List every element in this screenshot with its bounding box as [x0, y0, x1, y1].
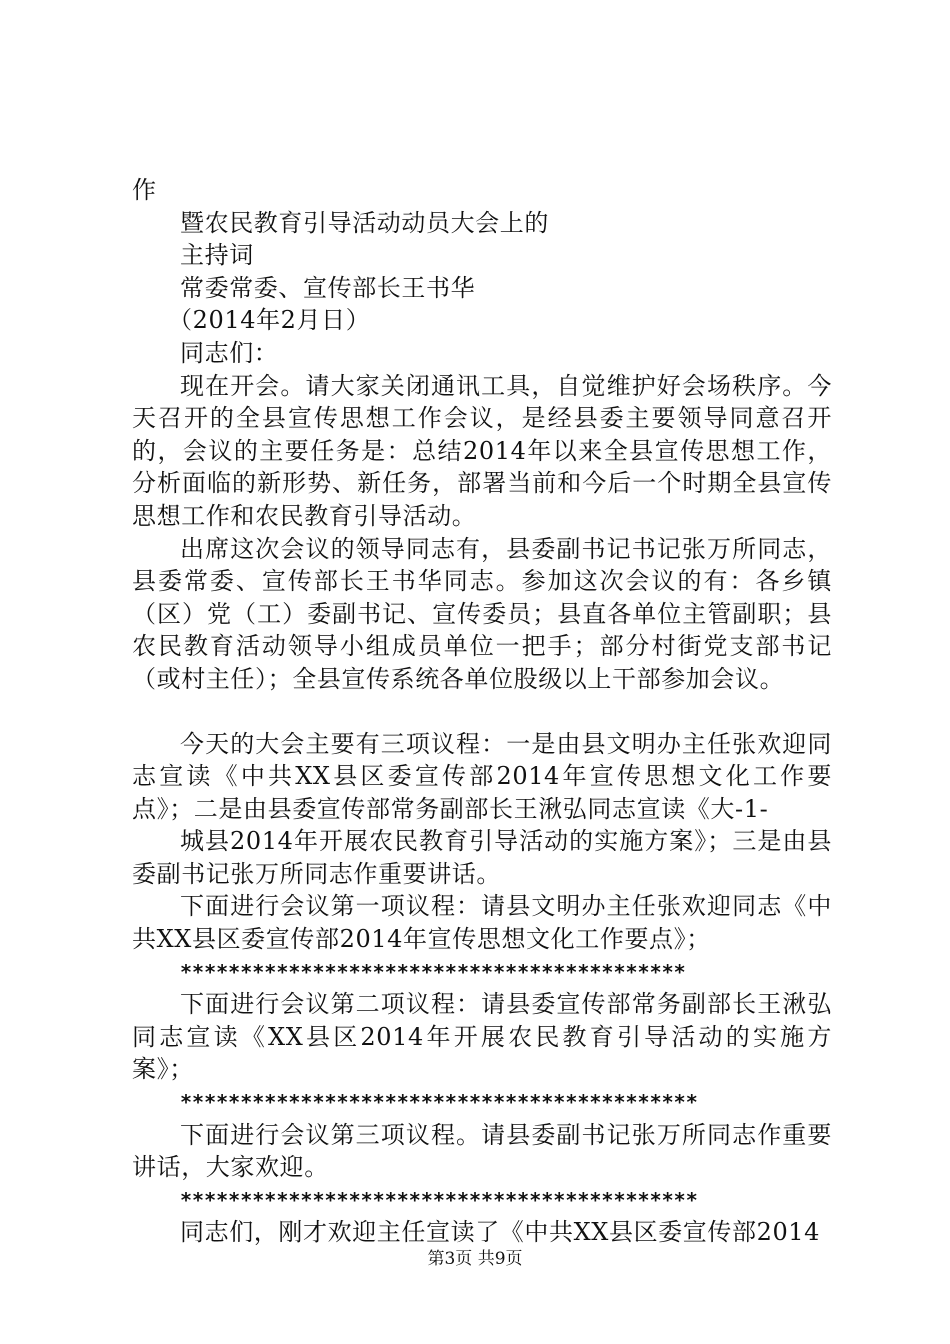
paragraph-agenda-continued: 城县2014年开展农民教育引导活动的实施方案》；三是由县委副书记张万所同志作重要讲话。: [132, 827, 832, 888]
date-line: （2014年2月日）: [168, 306, 371, 335]
paragraph-attendees: 出席这次会议的领导同志有，县委副书记书记张万所同志，县委常委、宣传部长王书华同志。参加这次会议的有：各乡镇（区）党（工）委副书记、宣传委员；县直各单位主管副职；县农民教育活动领导小组成员单位一把手；部分村街党支部书记（或村主任）；全县宣传系统各单位股级以上干部参加会议。: [132, 534, 832, 693]
paragraph-agenda: 今天的大会主要有三项议程：一是由县文明办主任张欢迎同志宣读《中共XX县区委宣传部2014年宣传思想文化工作要点》；二是由县委宣传部常务副部长王湫弘同志宣读《大-1-: [132, 729, 832, 823]
paragraph-item-two: 下面进行会议第二项议程：请县委宣传部常务副部长王湫弘同志宣读《XX县区2014年开展农民教育引导活动的实施方案》；: [132, 990, 832, 1084]
paragraph-closing: 同志们，刚才欢迎主任宣读了《中共XX县区委宣传部2014: [180, 1218, 821, 1247]
speaker-line: 常委常委、宣传部长王书华: [180, 273, 476, 302]
paragraph-item-three: 下面进行会议第三项议程。请县委副书记张万所同志作重要讲话，大家欢迎。: [132, 1120, 832, 1182]
separator-stars: *******************************************: [180, 1090, 698, 1115]
separator-stars: *******************************************: [180, 1187, 698, 1212]
paragraph-item-one: 下面进行会议第一项议程：请县文明办主任张欢迎同志《中共XX县区委宣传部2014年宣传思想文化工作要点》；: [132, 892, 832, 954]
title-subline: 主持词: [180, 241, 254, 270]
page-number-footer: 第3页 共9页: [427, 1249, 523, 1269]
separator-stars: ******************************************: [180, 959, 686, 984]
salutation: 同志们：: [180, 338, 279, 367]
blank-line: [132, 696, 832, 728]
title-fragment: 作: [132, 176, 157, 204]
paragraph-opening: 现在开会。请大家关闭通讯工具，自觉维护好会场秩序。今天召开的全县宣传思想工作会议，是经县委主要领导同意召开的，会议的主要任务是：总结2014年以来全县宣传思想工作，分析面临的新形势、新任务，部署当前和今后一个时期全县宣传思想工作和农民教育引导活动。: [132, 371, 832, 530]
title-line: 暨农民教育引导活动动员大会上的: [180, 208, 549, 237]
document-body: [132, 174, 832, 1249]
